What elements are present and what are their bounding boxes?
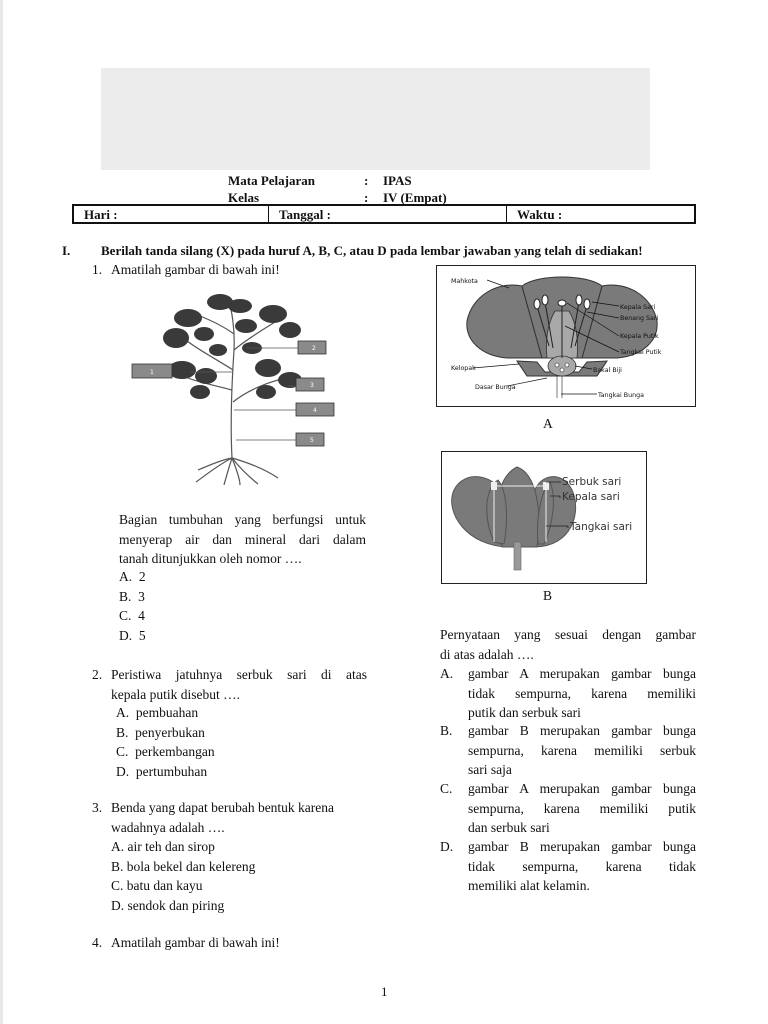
- option-line: putik dan serbuk sari: [468, 705, 581, 720]
- option-letter: C.: [440, 781, 453, 796]
- label-tangkai-putik: Tangkai Putik: [620, 349, 662, 356]
- section-instruction: Berilah tanda silang (X) pada huruf A, B, C, atau D pada lembar jawaban yang telah di sediakan!: [101, 243, 643, 258]
- q1-stem-line: menyerap air dan mineral dari dalam: [119, 531, 366, 547]
- option-line: gambar A merupakan gambar bunga: [468, 781, 696, 796]
- q2-stem-line: kepala putik disebut ….: [111, 686, 240, 702]
- flower-stem-line: di atas adalah ….: [440, 646, 534, 662]
- plant-label-3: 3: [310, 382, 314, 389]
- date-field[interactable]: Tanggal :: [269, 206, 507, 222]
- option-line: gambar A merupakan gambar bunga: [468, 666, 696, 681]
- option-letter: B.: [440, 723, 453, 738]
- plant-label-5: 5: [310, 437, 314, 444]
- q3-option-a[interactable]: A. air teh dan sirop: [111, 839, 215, 854]
- figure-a-caption: A: [543, 416, 553, 431]
- flower-option-b[interactable]: [440, 721, 696, 780]
- q1-option-b[interactable]: B. 3: [119, 588, 145, 604]
- option-line: gambar B merupakan gambar bunga: [468, 723, 696, 738]
- subject-label: Mata Pelajaran: [228, 173, 316, 188]
- page-edge: [0, 0, 3, 1024]
- flower-option-d[interactable]: [440, 837, 696, 896]
- option-letter: D.: [440, 839, 454, 854]
- q1-stem-line: Bagian tumbuhan yang berfungsi untuk: [119, 512, 366, 527]
- flower-b-diagram: [442, 452, 646, 583]
- option-line: tidak sempurna, karena tidak: [468, 858, 696, 874]
- q4-text: Amatilah gambar di bawah ini!: [111, 935, 280, 950]
- q3-option-b[interactable]: B. bola bekel dan kelereng: [111, 858, 256, 874]
- flower-option-c[interactable]: [440, 779, 696, 838]
- q2-options: [116, 703, 215, 781]
- plant-label-1: 1: [150, 369, 154, 376]
- plant-label-2: 2: [312, 345, 316, 352]
- flower-question-stem: [440, 625, 696, 664]
- subject-colon: :: [364, 173, 369, 188]
- svg-text:-: -: [566, 521, 570, 533]
- q1-stem: [119, 510, 366, 569]
- q2-option-b[interactable]: B. penyerbukan: [116, 724, 205, 740]
- q4-number: 4.: [92, 935, 103, 950]
- q2-number: 2.: [92, 667, 103, 682]
- figure-b-caption: B: [543, 588, 553, 603]
- flower-option-a[interactable]: [440, 664, 696, 723]
- q3-option-c[interactable]: C. batu dan kayu: [111, 878, 203, 893]
- q3-option-d[interactable]: D. sendok dan piring: [111, 897, 225, 913]
- option-line: dan serbuk sari: [468, 820, 550, 835]
- option-line: sempurna, karena memiliki putik: [468, 800, 696, 816]
- label-kepala-putik: Kepala Putik: [620, 333, 659, 340]
- q2-stem: [111, 665, 367, 704]
- option-line: sempurna, karena memiliki serbuk: [468, 742, 696, 758]
- option-line: gambar B merupakan gambar bunga: [468, 839, 696, 854]
- figure-b-frame: [441, 451, 647, 584]
- q2-option-a[interactable]: A. pembuahan: [116, 705, 199, 720]
- day-field[interactable]: Hari :: [74, 206, 269, 222]
- section-number: I.: [62, 243, 71, 258]
- label-kepala-sari: Kepala Sari: [620, 304, 656, 311]
- option-line: sari saja: [468, 762, 512, 777]
- label-benang-sari: Benang Sari: [620, 315, 659, 322]
- q1-option-c[interactable]: C. 4: [119, 608, 145, 623]
- q2-option-c[interactable]: C. perkembangan: [116, 744, 215, 759]
- plant-figure: [128, 290, 348, 485]
- q3-stem: [111, 798, 334, 837]
- subject-value: IPAS: [383, 173, 412, 188]
- q2-option-d[interactable]: D. pertumbuhan: [116, 763, 208, 779]
- label-tangkai-bunga: Tangkai Bunga: [598, 392, 644, 399]
- q1-text: Amatilah gambar di bawah ini!: [111, 262, 280, 277]
- flower-stem-line: Pernyataan yang sesuai dengan gambar: [440, 627, 696, 642]
- option-line: tidak sempurna, karena memiliki: [468, 685, 696, 701]
- q1-stem-line: tanah ditunjukkan oleh nomor ….: [119, 551, 302, 566]
- label-kelopak: Kelopak: [451, 365, 476, 372]
- class-value: IV (Empat): [383, 190, 447, 205]
- q3-number: 3.: [92, 800, 103, 815]
- q1-number: 1.: [92, 262, 103, 277]
- label-tangkai-sari: Tangkai sari: [570, 521, 633, 533]
- label-kepala-sari-b: Kepala sari: [562, 491, 620, 503]
- q1-option-a[interactable]: A. 2: [119, 569, 146, 584]
- label-serbuk-sari: Serbuk sari: [562, 476, 622, 488]
- q2-stem-line: Peristiwa jatuhnya serbuk sari di atas: [111, 667, 367, 682]
- option-letter: A.: [440, 666, 454, 681]
- q3-stem-line: wadahnya adalah ….: [111, 819, 225, 835]
- plant-label-4: 4: [313, 407, 317, 414]
- class-label: Kelas: [228, 190, 260, 205]
- svg-text:-: -: [558, 491, 562, 503]
- class-colon: :: [364, 190, 369, 205]
- svg-text:-: -: [558, 476, 562, 488]
- option-line: memiliki alat kelamin.: [468, 878, 590, 893]
- q3-options: [111, 837, 255, 915]
- time-field[interactable]: Waktu :: [517, 207, 563, 222]
- header-banner: [101, 68, 650, 170]
- q3-stem-line: Benda yang dapat berubah bentuk karena: [111, 800, 335, 815]
- label-bakal-biji: Bakal Biji: [593, 367, 622, 374]
- label-mahkota: Mahkota: [451, 278, 478, 285]
- q1-option-d[interactable]: D. 5: [119, 627, 146, 643]
- label-dasar-bunga: Dasar Bunga: [475, 384, 516, 391]
- flower-a-diagram: [437, 266, 695, 406]
- q1-options: [119, 567, 146, 645]
- page-number: 1: [381, 984, 388, 999]
- info-table: [72, 204, 696, 224]
- figure-a-frame: [436, 265, 696, 407]
